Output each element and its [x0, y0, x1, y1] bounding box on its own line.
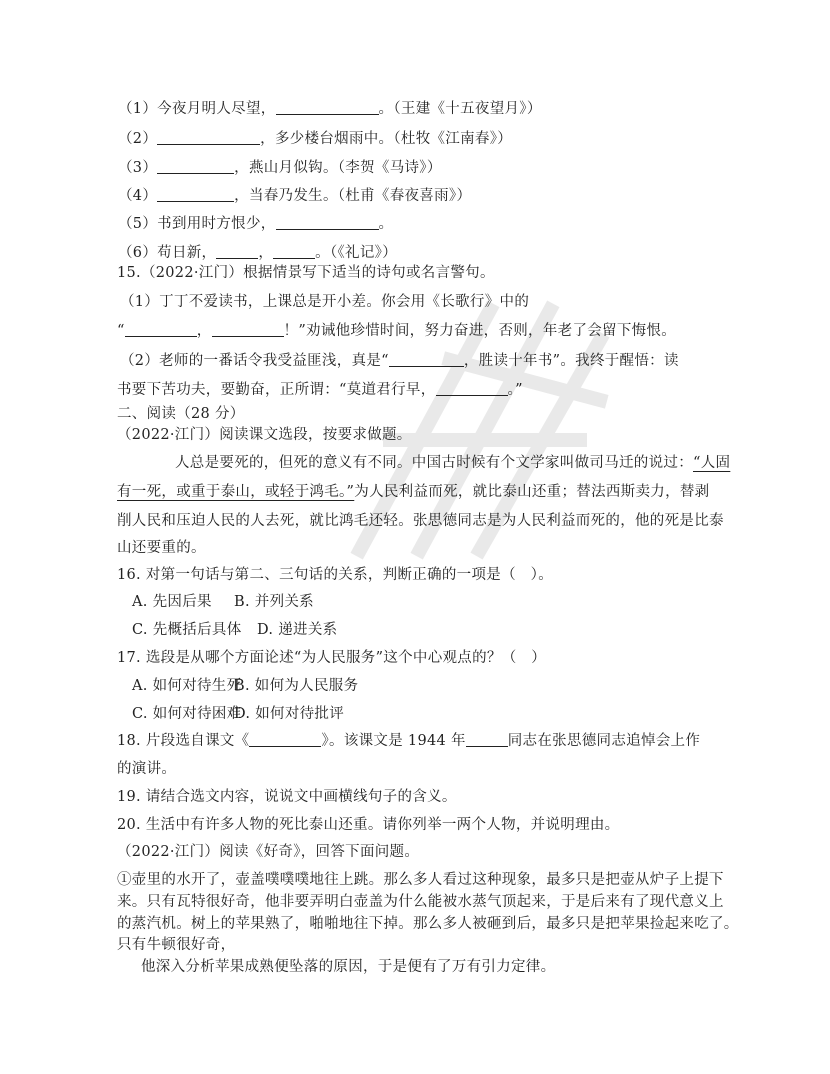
answer-blank[interactable] [157, 187, 234, 202]
q14-item-1: （1）今夜月明人尽望， 。（王建《十五夜望月》） [118, 101, 542, 117]
section-intro: （2022·江门）阅读课文选段，按要求做题。 [117, 427, 412, 443]
answer-blank[interactable] [216, 244, 258, 259]
q16-option-b[interactable]: B. 并列关系 [234, 594, 314, 610]
q18-line2: 的演讲。 [117, 761, 177, 777]
q14-item-6: （6）苟日新， ， 。（《礼记》） [118, 245, 398, 261]
q17-option-d[interactable]: D. 如何对待批评 [234, 706, 345, 722]
q17-option-a[interactable]: A. 如何对待生死 [132, 678, 242, 694]
answer-blank[interactable] [466, 732, 508, 747]
q15-part2-line1: （2）老师的一番话令我受益匪浅，真是“ ，胜读十年书”。我终于醒悟：读 [120, 353, 679, 369]
q14-item-3: （3） ，燕山月似钩。（李贺《马诗》） [118, 160, 442, 176]
passage-line-4: 山还要重的。 [117, 540, 206, 556]
passage-line-2: 有一死，或重于泰山，或轻于鸿毛。”为人民利益而死，就比泰山还重；替法西斯卖力，替剥 [117, 484, 710, 500]
q17-option-c[interactable]: C. 如何对待困难 [132, 706, 242, 722]
q15-part1-line2: “ ， ！”劝诫他珍惜时间，努力奋进，否则，年老了会留下悔恨。 [117, 323, 677, 339]
passage-line-1: 人总是要死的，但死的意义有不同。中国古时候有个文学家叫做司马迁的说过：“人固 [175, 455, 731, 471]
story-line-2: 来。只有瓦特很好奇，他非要弄明白壶盖为什么能被水蒸气顶起来，于是后来有了现代意义上 [117, 894, 724, 910]
q17-stem: 17. 选段是从哪个方面论述“为人民服务”这个中心观点的？（ ） [117, 650, 547, 666]
q16-option-d[interactable]: D. 递进关系 [257, 622, 338, 638]
answer-blank[interactable] [157, 130, 260, 145]
q18-line1: 18. 片段选自课文《 》。该课文是 1944 年 同志在张思德同志追悼会上作 [117, 733, 701, 749]
answer-blank[interactable] [276, 100, 379, 115]
q16-stem: 16. 对第一句话与第二、三句话的关系，判断正确的一项是（ ）。 [117, 567, 554, 583]
section3-intro: （2022·江门）阅读《好奇》，回答下面问题。 [117, 844, 420, 860]
q14-item-2: （2） ，多少楼台烟雨中。（杜牧《江南春》） [118, 131, 513, 147]
story-line-4: 只有牛顿很好奇， [117, 937, 236, 953]
answer-blank[interactable] [157, 159, 234, 174]
q19-stem: 19. 请结合选文内容，说说文中画横线句子的含义。 [117, 789, 457, 805]
story-line-5: 他深入分析苹果成熟便坠落的原因，于是便有了万有引力定律。 [141, 959, 556, 975]
answer-blank[interactable] [125, 322, 197, 337]
story-line-3: 的蒸汽机。树上的苹果熟了，啪啪地往下掉。那么多人被砸到后，最多只是把苹果捡起来吃了。 [117, 916, 739, 932]
answer-blank[interactable] [249, 732, 321, 747]
passage-line-3: 削人民和压迫人民的人去死，就比鸿毛还轻。张思德同志是为人民利益而死的，他的死是比泰 [117, 513, 724, 529]
q15-part1-line1: （1）丁丁不爱读书，上课总是开小差。你会用《长歌行》中的 [120, 294, 530, 310]
q15-title: 15.（2022·江门）根据情景写下适当的诗句或名言警句。 [117, 265, 495, 281]
q14-item-4: （4） ，当春乃发生。（杜甫《春夜喜雨》） [118, 188, 472, 204]
q14-item-5: （5）书到用时方恨少， 。 [118, 216, 394, 232]
answer-blank[interactable] [436, 381, 508, 396]
q17-option-b[interactable]: B. 如何为人民服务 [234, 678, 359, 694]
section-heading: 二、阅读（28 分） [117, 406, 245, 422]
answer-blank[interactable] [273, 244, 315, 259]
q15-part2-line2: 书要下苦功夫，要勤奋，正所谓：“莫道君行早， 。” [117, 382, 523, 398]
q16-option-c[interactable]: C. 先概括后具体 [132, 622, 242, 638]
story-line-1: ①壶里的水开了，壶盖噗噗噗地往上跳。那么多人看过这种现象，最多只是把壶从炉子上提下 [117, 872, 724, 888]
answer-blank[interactable] [212, 322, 284, 337]
q16-option-a[interactable]: A. 先因后果 [132, 594, 212, 610]
answer-blank[interactable] [389, 352, 464, 367]
q20-stem: 20. 生活中有许多人物的死比泰山还重。请你列举一两个人物，并说明理由。 [117, 817, 620, 833]
answer-blank[interactable] [276, 215, 379, 230]
